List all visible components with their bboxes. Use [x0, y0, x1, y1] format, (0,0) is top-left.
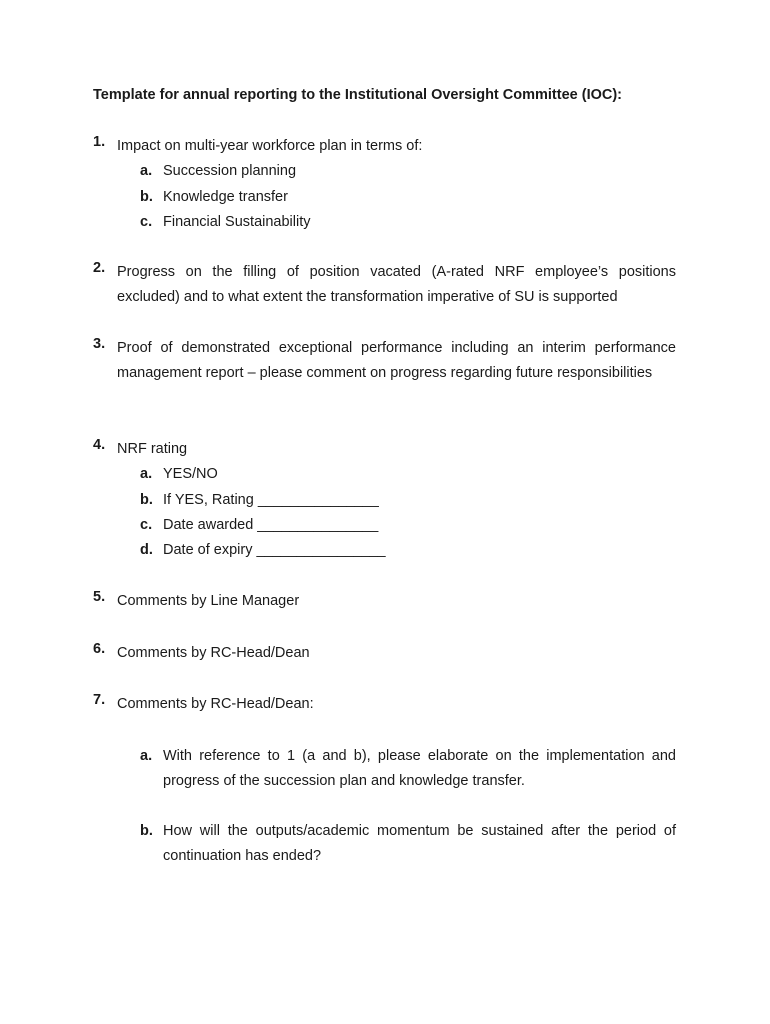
- sub-item-4d: [140, 538, 676, 563]
- item-text: Comments by RC-Head/Dean:: [117, 696, 314, 712]
- sub-item-letter: a.: [140, 466, 153, 483]
- sub-item-text: Knowledge transfer: [163, 188, 288, 205]
- sub-item-letter: a.: [140, 163, 153, 180]
- sub-item-text: Financial Sustainability: [163, 213, 311, 230]
- sub-item-1b: [140, 185, 676, 210]
- list-item-6: [93, 641, 676, 666]
- item-text: Progress on the filling of position vacated (A-rated NRF employee’s positions excluded) and to what extent the transformation imperative of SU is supported: [117, 264, 676, 306]
- list-item-2: [93, 260, 676, 311]
- sub-item-text: How will the outputs/academic momentum be sustained after the period of continuation has ended?: [163, 823, 676, 865]
- item-text: Impact on multi-year workforce plan in terms of:: [117, 138, 423, 154]
- list-item-5: [93, 589, 676, 614]
- sub-item-4a: [140, 462, 676, 487]
- list-item-7: [93, 692, 676, 717]
- sub-item-letter: c.: [140, 213, 153, 230]
- sub-item-letter: b.: [140, 491, 153, 508]
- item-number: 2.: [93, 260, 106, 276]
- sub-item-letter: b.: [140, 823, 153, 839]
- item-text: Comments by Line Manager: [117, 593, 300, 609]
- sub-item-letter: a.: [140, 748, 153, 764]
- sub-item-letter: c.: [140, 516, 153, 533]
- sub-item-7a: [93, 744, 676, 795]
- item-number: 7.: [93, 692, 106, 708]
- item-number: 3.: [93, 336, 106, 352]
- sub-item-letter: b.: [140, 188, 153, 205]
- sub-item-text: Date of expiry ________________: [163, 542, 386, 559]
- item-number: 1.: [93, 134, 106, 150]
- sub-item-letter: d.: [140, 542, 153, 559]
- item-number: 6.: [93, 641, 106, 657]
- list-item-4: [93, 437, 676, 563]
- item-text: Comments by RC-Head/Dean: [117, 645, 310, 661]
- item-number: 5.: [93, 589, 106, 605]
- sub-item-1a: [140, 159, 676, 184]
- document-title: Template for annual reporting to the Institutional Oversight Committee (IOC):: [93, 87, 623, 103]
- sub-item-text: YES/NO: [163, 466, 218, 483]
- list-item-1: [93, 134, 676, 235]
- list-item-3: [93, 336, 676, 387]
- sub-item-4b: [140, 488, 676, 513]
- sub-item-text: Date awarded _______________: [163, 516, 379, 533]
- sub-item-text: If YES, Rating _______________: [163, 491, 379, 508]
- sub-item-1c: [140, 210, 676, 235]
- sub-item-7b: [93, 819, 676, 870]
- item-text: NRF rating: [117, 441, 188, 457]
- sub-item-text: Succession planning: [163, 163, 297, 180]
- item-text: Proof of demonstrated exceptional performance including an interim performance management report – please comment on progress regarding future responsibilities: [117, 340, 676, 382]
- sub-item-text: With reference to 1 (a and b), please elaborate on the implementation and progress of the succession plan and knowledge transfer.: [163, 748, 676, 790]
- sub-item-4c: [140, 513, 676, 538]
- item-number: 4.: [93, 437, 106, 453]
